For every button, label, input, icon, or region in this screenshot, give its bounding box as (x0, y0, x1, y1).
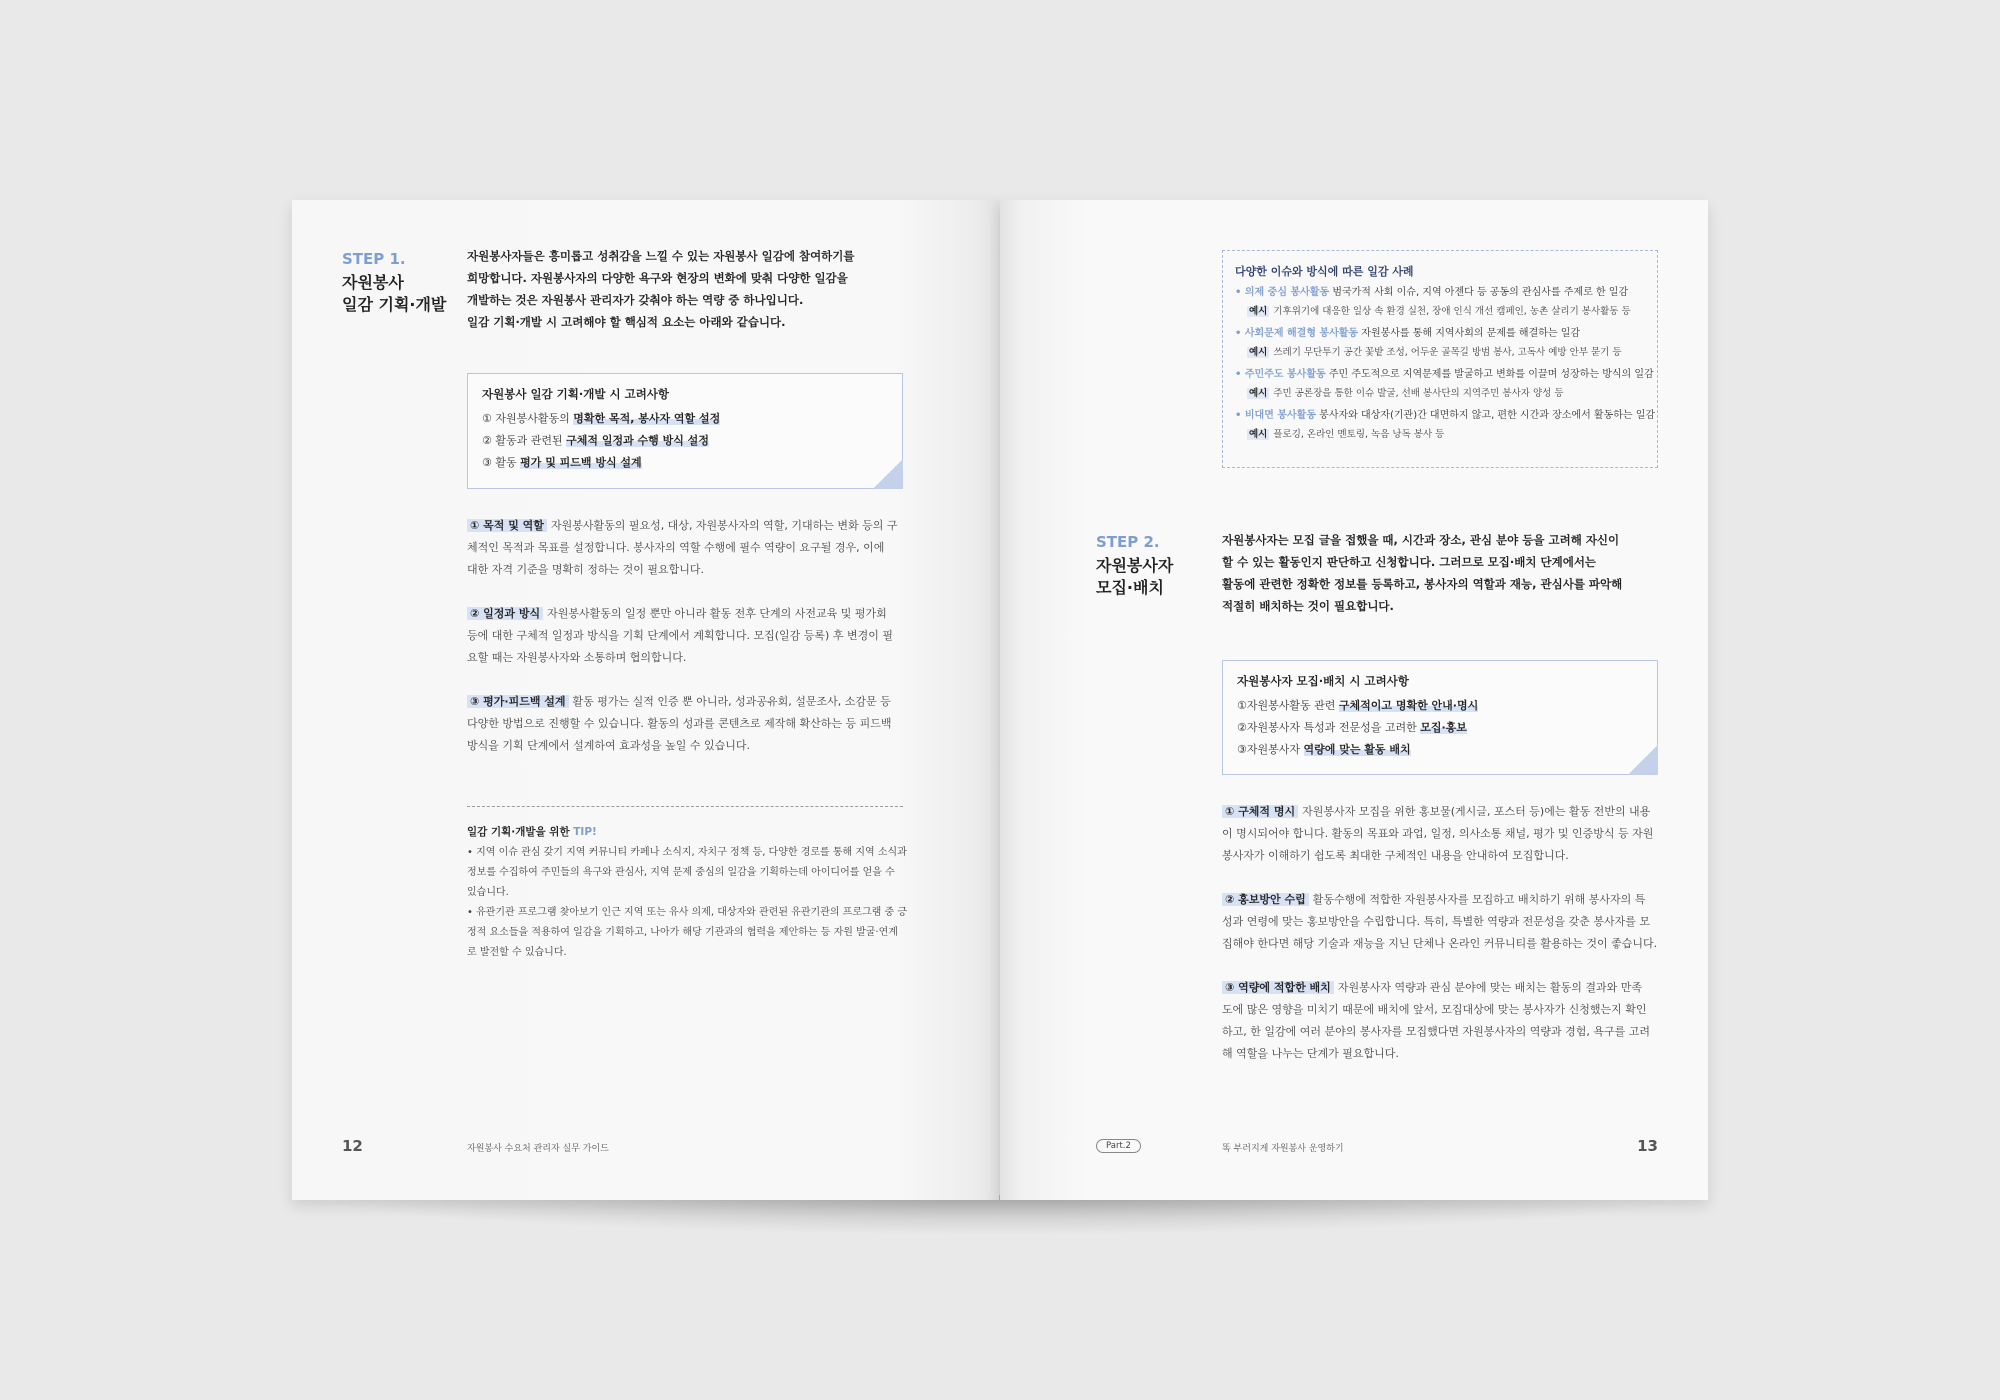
cases-box (1222, 250, 1658, 468)
intro-line: 활동에 관련한 정확한 정보를 등록하고, 봉사자의 역할과 재능, 관심사를 파악해 (1222, 577, 1623, 591)
section-label: ② 홍보방안 수립 (1222, 893, 1309, 906)
section-evaluation-feedback: ③ 평가·피드백 설계 활동 평가는 실적 인증 뿐 아니라, 성과공유회, 설문조사, 소감문 등 다양한 방법으로 진행할 수 있습니다. 활동의 성과를 콘텐츠로 제작해 확산하는 등 피드백 방식을 기획 단계에서 설계하여 효과성을 높일 수 있습니다. (467, 695, 892, 752)
intro-line: 희망합니다. 자원봉사자의 다양한 욕구와 현장의 변화에 맞춰 다양한 일감을 (467, 271, 848, 285)
step2-title-line2: 모집·배치 (1096, 578, 1164, 597)
book-shadow (300, 1195, 1700, 1235)
section-label: ① 목적 및 역할 (467, 519, 547, 532)
step1-heading (342, 250, 446, 316)
recruitment-item: ③자원봉사자 역량에 맞는 활동 배치 (1237, 743, 1411, 756)
step1-title-line2: 일감 기획·개발 (342, 295, 447, 314)
section-purpose-role: ① 목적 및 역할 자원봉사활동의 필요성, 대상, 자원봉사자의 역할, 기대하는 변화 등의 구 체적인 목적과 목표를 설정합니다. 봉사자의 역할 수행에 필수 역량이 요구될 경우, 이에 대한 자격 기준을 명확히 정하는 것이 필요합니다. (467, 519, 898, 576)
intro-line: 자원봉사자는 모집 글을 접했을 때, 시간과 장소, 관심 분야 등을 고려해 자신이 (1222, 533, 1620, 547)
tip-title: 일감 기획·개발을 위한 TIP! (467, 826, 597, 838)
step1-label: STEP 1. (342, 250, 406, 268)
case-entry: • 주민주도 봉사활동 주민 주도적으로 지역문제를 발굴하고 변화를 이끌며 성장하는 방식의 일감 예시 주민 공론장을 통한 이슈 발굴, 선배 봉사단의 지역주민 봉사자 양성 등 (1235, 369, 1654, 399)
step2-label: STEP 2. (1096, 533, 1160, 551)
step2-intro (1222, 529, 1622, 617)
case-category: • 비대면 봉사활동 (1235, 410, 1316, 421)
considerations-item: ② 활동과 관련된 구체적 일정과 수행 방식 설정 (482, 434, 709, 447)
case-category: • 의제 중심 봉사활동 (1235, 287, 1330, 298)
intro-line: 일감 기획·개발 시 고려해야 할 핵심적 요소는 아래와 같습니다. (467, 315, 786, 329)
considerations-box (467, 373, 903, 489)
intro-line: 할 수 있는 활동인지 판단하고 신청합니다. 그러므로 모집·배치 단계에서는 (1222, 555, 1597, 569)
case-entry: • 사회문제 해결형 봉사활동 자원봉사를 통해 지역사회의 문제를 해결하는 일감 예시 쓰레기 무단투기 공간 꽃밭 조성, 어두운 골목길 방범 봉사, 고독사 예방 안부 묻기 등 (1235, 328, 1622, 358)
intro-line: 자원봉사자들은 흥미롭고 성취감을 느낄 수 있는 자원봉사 일감에 참여하기를 (467, 249, 855, 263)
example-badge: 예시 (1249, 388, 1268, 399)
example-badge: 예시 (1249, 306, 1268, 317)
case-category: • 주민주도 봉사활동 (1235, 369, 1326, 380)
considerations-box-title: 자원봉사 일감 기획·개발 시 고려사항 (482, 387, 670, 401)
cases-title: 다양한 이슈와 방식에 따른 일감 사례 (1235, 265, 1414, 278)
case-entry: • 비대면 봉사활동 봉사자와 대상자(기관)간 대면하지 않고, 편한 시간과 장소에서 활동하는 일감 예시 플로깅, 온라인 멘토링, 녹음 낭독 봉사 등 (1235, 410, 1656, 440)
step1-intro (467, 245, 855, 333)
tip-divider (467, 806, 903, 807)
part-badge: Part.2 (1096, 1139, 1141, 1153)
example-badge: 예시 (1249, 429, 1268, 440)
right-page (1000, 200, 1708, 1200)
intro-line: 개발하는 것은 자원봉사 관리자가 갖춰야 하는 역량 중 하나입니다. (467, 293, 804, 307)
example-badge: 예시 (1249, 347, 1268, 358)
case-category: • 사회문제 해결형 봉사활동 (1235, 328, 1359, 339)
recruitment-box-title: 자원봉사자 모집·배치 시 고려사항 (1237, 674, 1409, 688)
section-capacity-placement: ③ 역량에 적합한 배치 자원봉사자 역량과 관심 분야에 맞는 배치는 활동의 결과와 만족 도에 많은 영향을 미치기 때문에 배치에 앞서, 모집대상에 맞는 봉사자가 신청했는지 확인 하고, 한 일감에 여러 분야의 봉사자를 모집했다면 자원봉사자의 역량과 경험, 욕구를 고려 해 역할을 나누는 단계가 필요합니다. (1222, 981, 1650, 1060)
page-number-right: 13 (1637, 1137, 1658, 1155)
page-number-left: 12 (342, 1137, 363, 1155)
page-fold-corner (873, 459, 903, 489)
section-schedule-method: ② 일정과 방식 자원봉사활동의 일정 뿐만 아니라 활동 전후 단계의 사전교육 및 평가회 등에 대한 구체적 일정과 방식을 기획 단계에서 계획합니다. 모집(일감 등록) 후 변경이 필 요할 때는 자원봉사자와 소통하며 협의합니다. (467, 607, 893, 664)
footer-guide-title: 자원봉사 수요처 관리자 실무 가이드 (467, 1144, 609, 1154)
section-specific-notice: ① 구체적 명시 자원봉사자 모집을 위한 홍보물(게시글, 포스터 등)에는 활동 전반의 내용 이 명시되어야 합니다. 활동의 목표와 과업, 일정, 의사소통 채널, 평가 및 인증방식 등 자원 봉사자가 이해하기 쉽도록 최대한 구체적인 내용을 안내하여 모집합니다. (1222, 805, 1654, 862)
footer-section-title: 똑 부러지게 자원봉사 운영하기 (1222, 1144, 1344, 1154)
left-page (292, 200, 999, 1200)
considerations-item: ① 자원봉사활동의 명확한 목적, 봉사자 역할 설정 (482, 412, 721, 425)
tip-block (467, 824, 907, 963)
section-label: ③ 역량에 적합한 배치 (1222, 981, 1334, 994)
section-promotion-plan: ② 홍보방안 수립 활동수행에 적합한 자원봉사자를 모집하고 배치하기 위해 봉사자의 특 성과 연령에 맞는 홍보방안을 수립합니다. 특히, 특별한 역량과 전문성을 갖춘 봉사자를 모 집해야 한다면 해당 기술과 재능을 지닌 단체나 온라인 커뮤니티를 활용하는 것이 좋습니다. (1222, 893, 1658, 950)
page-fold-corner (1628, 745, 1658, 775)
intro-line: 적절히 배치하는 것이 필요합니다. (1222, 599, 1394, 613)
section-label: ① 구체적 명시 (1222, 805, 1298, 818)
recruitment-item: ②자원봉사자 특성과 전문성을 고려한 모집·홍보 (1237, 721, 1467, 734)
step2-heading (1096, 533, 1173, 599)
recruitment-item: ①자원봉사활동 관련 구체적이고 명확한 안내·명시 (1237, 699, 1479, 712)
step2-title-line1: 자원봉사자 (1096, 556, 1174, 575)
recruitment-box (1222, 660, 1658, 775)
tip-body: • 지역 이슈 관심 갖기 지역 커뮤니티 카페나 소식지, 자치구 정책 등, 다양한 경로를 통해 지역 소식과 정보를 수집하여 주민들의 욕구와 관심사, 지역 문제 중심의 일감을 기획하는데 아이디어를 얻을 수 있습니다. • 유관기관 프로그램 찾아보기 인근 지역 또는 유사 의제, 대상자와 관련된 유관기관의 프로그램 중 긍 정적 요소들을 적용하여 일감을 기획하고, 나아가 해당 기관과의 협력을 제안하는 등 자원 발굴·연계 로 발전할 수 있습니다. (467, 847, 907, 958)
section-label: ③ 평가·피드백 설계 (467, 695, 569, 708)
step1-title-line1: 자원봉사 (342, 273, 404, 292)
considerations-item: ③ 활동 평가 및 피드백 방식 설계 (482, 456, 642, 469)
case-entry: • 의제 중심 봉사활동 범국가적 사회 이슈, 지역 아젠다 등 공동의 관심사를 주제로 한 일감 예시 기후위기에 대응한 일상 속 환경 실천, 장애 인식 개선 캠페인, 농촌 살리기 봉사활동 등 (1235, 287, 1631, 317)
section-label: ② 일정과 방식 (467, 607, 543, 620)
